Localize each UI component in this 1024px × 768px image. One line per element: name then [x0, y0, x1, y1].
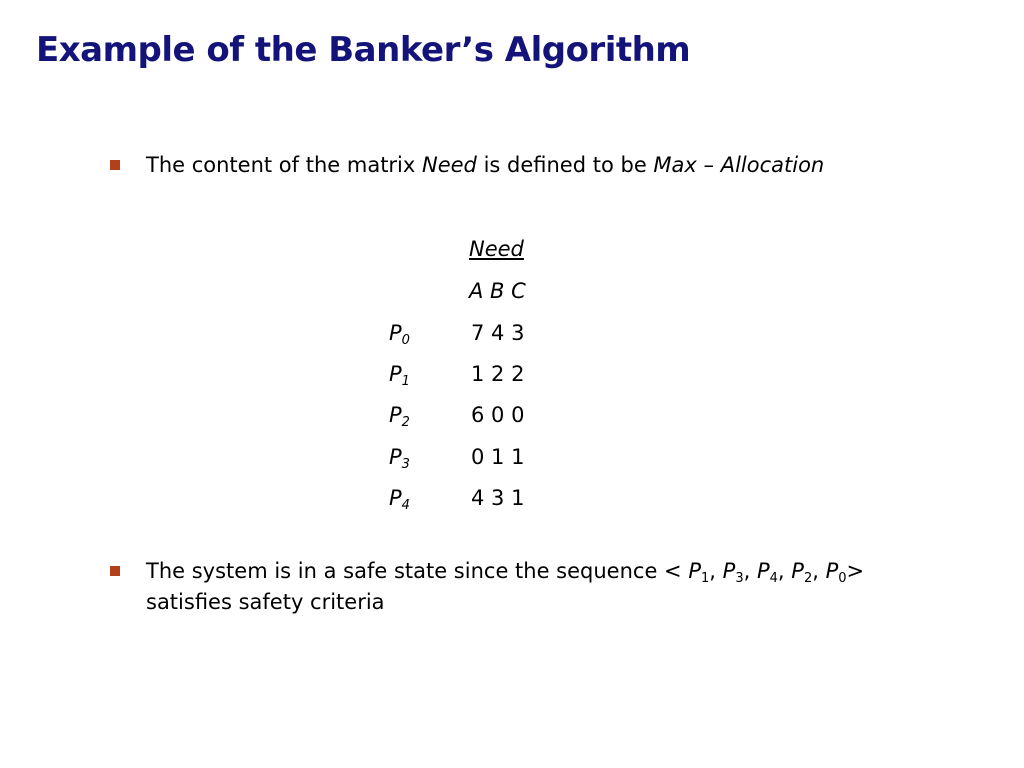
bullet-marker: [110, 160, 120, 170]
need-row-p3: 0 1 1: [471, 445, 525, 469]
safe-state-prefix: The system is in a safe state since the sequence <: [146, 559, 689, 583]
slide-title: Example of the Banker’s Algorithm: [36, 30, 691, 70]
need-definition-prefix: The content of the matrix: [146, 153, 422, 177]
need-row-p0: 7 4 3: [471, 321, 525, 345]
max-term: Max: [653, 153, 697, 177]
process-label-p2: $P_2$: [389, 403, 410, 430]
bullet-safe-state: The system is in a safe state since the sequence < $P_1$, $P_3$, $P_4$, $P_2$, $P_0>$ satisfies safety criteria: [146, 559, 865, 614]
allocation-term: Allocation: [720, 153, 825, 177]
bullet-need-definition: [146, 150, 824, 181]
process-label-p0: $P_0$: [389, 321, 410, 348]
safe-state-line2: satisfies safety criteria: [146, 590, 385, 614]
need-row-p4: 4 3 1: [471, 486, 525, 510]
need-definition-mid: is defined to be: [476, 153, 654, 177]
need-term: Need: [422, 153, 477, 177]
need-row-p2: 6 0 0: [471, 403, 525, 427]
process-label-p1: $P_1$: [389, 362, 410, 389]
process-label-p4: $P_4$: [389, 486, 410, 513]
need-row-p1: 1 2 2: [471, 362, 525, 386]
need-table-header: Need: [469, 237, 524, 261]
process-label-p3: $P_3$: [389, 445, 410, 472]
bullet-marker: [110, 566, 120, 576]
need-table-columns: A B C: [469, 279, 526, 303]
minus-sign: –: [696, 153, 721, 177]
